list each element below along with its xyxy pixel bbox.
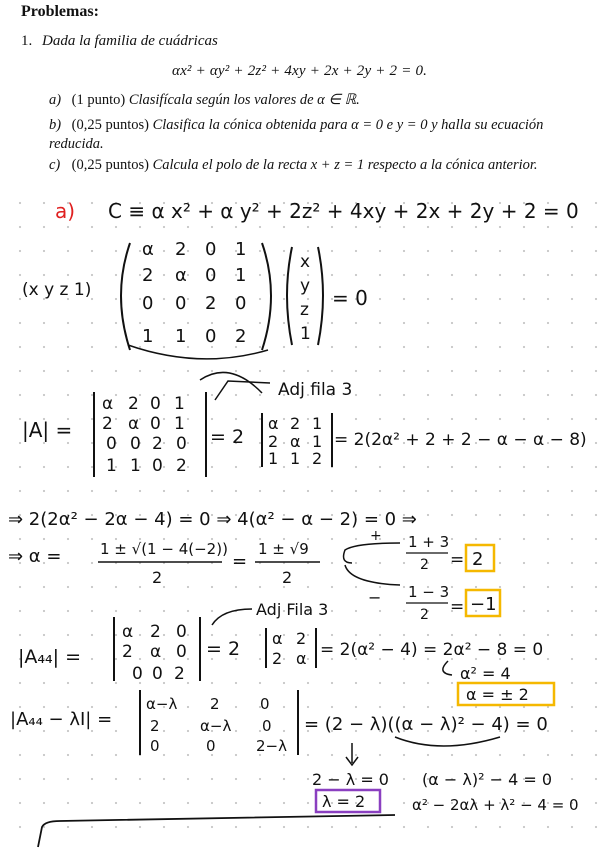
matrix-cell: 2	[175, 239, 187, 260]
handwritten-notes	[0, 185, 600, 848]
det-A-matrix	[102, 394, 187, 476]
matrix-cell: 0	[175, 293, 187, 314]
alpha-eq2: =	[232, 551, 248, 572]
problem-number: 1.	[21, 33, 33, 49]
a44-minor-cell: 2	[296, 629, 307, 648]
matrix-cell: 1	[175, 326, 187, 347]
item-label: a)	[49, 92, 62, 108]
alpha-squared: α² = 4	[460, 664, 511, 683]
det-cell: 0	[152, 456, 163, 476]
vector-right-paren	[318, 247, 323, 345]
det-cell: α	[128, 414, 140, 434]
item-text: Clasifica la cónica obtenida para α = 0 e y = 0 y halla su ecuación reducida.	[49, 117, 544, 152]
a44-arrow	[443, 661, 452, 675]
root1-num: 1 + 3	[408, 533, 450, 551]
minor-cell: 1	[312, 432, 323, 451]
a44-eq-b: = 2(α² − 4) = 2α² − 8 = 0	[320, 640, 544, 660]
eig-underline	[395, 737, 500, 746]
det-cell: 1	[106, 456, 117, 476]
matrix-underline-brace	[128, 345, 268, 359]
matrix-cell: 0	[205, 326, 217, 347]
item-points: (0,25 puntos)	[71, 157, 149, 173]
minus-sign: −	[368, 588, 382, 607]
matrix-cell: 0	[205, 239, 217, 260]
det-cell: 0	[150, 394, 161, 414]
minor-cell: α	[268, 414, 279, 433]
det-cell: 2	[102, 414, 113, 434]
eig-cell: 0	[260, 695, 270, 713]
minor-cell: 1	[268, 449, 279, 468]
eig-cell: 2	[150, 717, 160, 735]
det-cell: 1	[174, 414, 185, 434]
alpha-frac-den: 2	[152, 568, 163, 587]
problem-text: Dada la familia de cuádricas	[42, 33, 218, 49]
matrix-cell: 1	[235, 239, 247, 260]
vector-entry: y	[300, 276, 311, 296]
root2-value: −1	[470, 594, 497, 615]
root1-eq: =	[450, 550, 465, 570]
matrix-cell: 1	[142, 326, 154, 347]
eig-cell: 2−λ	[256, 737, 287, 755]
det-cell: 0	[176, 434, 187, 454]
branch-arrow-minus	[345, 565, 400, 585]
det-A-eq1: = 2	[210, 426, 245, 448]
eig-lambda: λ = 2	[322, 792, 366, 811]
vector-entry: 1	[300, 324, 311, 344]
a44-cell: 0	[176, 622, 187, 642]
det-cell: 0	[130, 434, 141, 454]
det-cell: 1	[174, 394, 185, 414]
matrix-left-paren	[121, 243, 130, 350]
eig-cell: 2	[210, 695, 220, 713]
plus-sign: +	[370, 528, 382, 544]
equals-zero: = 0	[332, 286, 368, 310]
alpha-frac2-num: 1 ± √9	[258, 540, 309, 558]
column-vector	[300, 252, 311, 344]
a44-cell: 2	[150, 622, 161, 642]
item-points: (0,25 puntos)	[71, 117, 149, 133]
item-text: Calcula el polo de la recta x + z = 1 respecto a la cónica anterior.	[152, 157, 538, 173]
adj-note-2: Adj Fila 3	[256, 600, 329, 619]
a44-minor-cell: α	[296, 649, 307, 668]
a44-cell: α	[150, 642, 162, 662]
root2-den: 2	[420, 607, 429, 623]
root2-num: 1 − 3	[408, 583, 450, 601]
item-c	[49, 156, 584, 175]
eig-second: (α − λ)² − 4 = 0	[422, 770, 553, 789]
det-cell: 2	[152, 434, 163, 454]
matrix-cell: α	[142, 239, 154, 260]
matrix-A	[142, 239, 246, 347]
matrix-cell: 2	[235, 326, 247, 347]
eig-cell: α−λ	[200, 717, 232, 735]
a44-cell: 0	[132, 664, 143, 684]
a44-cell: 2	[174, 664, 185, 684]
item-label: b)	[49, 117, 62, 133]
minor-cell: 2	[312, 449, 323, 468]
matrix-cell: α	[175, 265, 187, 286]
eig-result: = (2 − λ)((α − λ)² − 4) = 0	[304, 714, 548, 735]
matrix-cell: 2	[205, 293, 217, 314]
adj-note-1: Adj fila 3	[278, 380, 353, 400]
quadric-equation: αx² + αy² + 2z² + 4xy + 2x + 2y + 2 = 0.	[172, 63, 428, 79]
det-cell: α	[102, 394, 114, 414]
vector-entry: x	[300, 252, 311, 272]
eig-cell: α−λ	[146, 695, 178, 713]
minor-matrix	[268, 414, 322, 468]
root1-den: 2	[420, 557, 429, 573]
implies-line: ⇒ 2(2α² − 2α − 4) = 0 ⇒ 4(α² − α − 2) = 0 ⇒	[8, 509, 417, 530]
eig-first: 2 − λ = 0	[312, 770, 389, 789]
printed-problem-area	[0, 0, 600, 185]
minor-cell: 2	[268, 432, 279, 451]
problem-statement	[21, 33, 218, 50]
matrix-right-paren	[262, 243, 271, 350]
eig-label: |A₄₄ − λI| =	[10, 709, 113, 730]
matrix-cell: 0	[142, 293, 154, 314]
notes-canvas	[0, 185, 600, 848]
a44-eq-a: = 2	[206, 638, 241, 660]
a44-cell: 2	[122, 642, 133, 662]
part-label: a)	[55, 199, 76, 223]
row-vector: (x y z 1)	[22, 280, 92, 300]
heading: Problemas:	[21, 3, 99, 20]
alpha-eq: ⇒ α =	[8, 546, 62, 567]
matrix-cell: 1	[235, 265, 247, 286]
item-text: Clasifícala según los valores de α ∈ ℝ.	[128, 92, 360, 108]
det-cell: 2	[176, 456, 187, 476]
alpha-frac2-den: 2	[282, 568, 293, 587]
eig-expand: α² − 2αλ + λ² − 4 = 0	[412, 796, 579, 814]
alpha-frac-num: 1 ± √(1 − 4(−2))	[100, 540, 228, 558]
minor-cell: 1	[312, 414, 323, 433]
minor-cell: 2	[290, 414, 301, 433]
item-label: c)	[49, 157, 61, 173]
eig-cell: 0	[206, 737, 216, 755]
a44-label: |A₄₄| =	[18, 646, 81, 668]
matrix-cell: 0	[205, 265, 217, 286]
a44-minor-cell: α	[272, 629, 283, 648]
root1-value: 2	[472, 549, 484, 570]
item-a	[49, 91, 584, 110]
eig-cell: 0	[262, 717, 272, 735]
matrix-cell: 0	[235, 293, 247, 314]
adj-arrow-1b	[215, 381, 270, 400]
a44-minor-cell: 2	[272, 649, 283, 668]
eig-cell: 0	[150, 737, 160, 755]
bottom-brace-stroke	[38, 815, 395, 847]
det-cell: 0	[106, 434, 117, 454]
alpha-pm: α = ± 2	[466, 685, 529, 704]
root2-eq: =	[450, 597, 465, 617]
vector-entry: z	[300, 300, 309, 320]
det-cell: 0	[150, 414, 161, 434]
minor-cell: 1	[290, 449, 301, 468]
matrix-cell: 2	[142, 265, 154, 286]
a44-minor	[272, 629, 307, 668]
branch-arrow-plus	[344, 543, 400, 563]
minor-cell: α	[290, 432, 301, 451]
det-cell: 1	[130, 456, 141, 476]
a44-cell: 0	[152, 664, 163, 684]
down-arrow	[346, 743, 358, 765]
det-A-label: |A| =	[22, 418, 73, 442]
item-b	[49, 116, 584, 154]
vector-left-paren	[287, 247, 292, 345]
det-A-eq2: = 2(2α² + 2 + 2 − α − α − 8)	[334, 430, 587, 450]
a44-matrix	[122, 622, 187, 684]
quadric-handwritten: C ≡ α x² + α y² + 2z² + 4xy + 2x + 2y + 2 = 0	[108, 199, 579, 223]
item-points: (1 punto)	[71, 92, 126, 108]
a44-cell: α	[122, 622, 134, 642]
a44-cell: 0	[176, 642, 187, 662]
det-cell: 2	[128, 394, 139, 414]
eig-matrix	[146, 695, 287, 755]
adj-arrow-2	[212, 609, 252, 625]
